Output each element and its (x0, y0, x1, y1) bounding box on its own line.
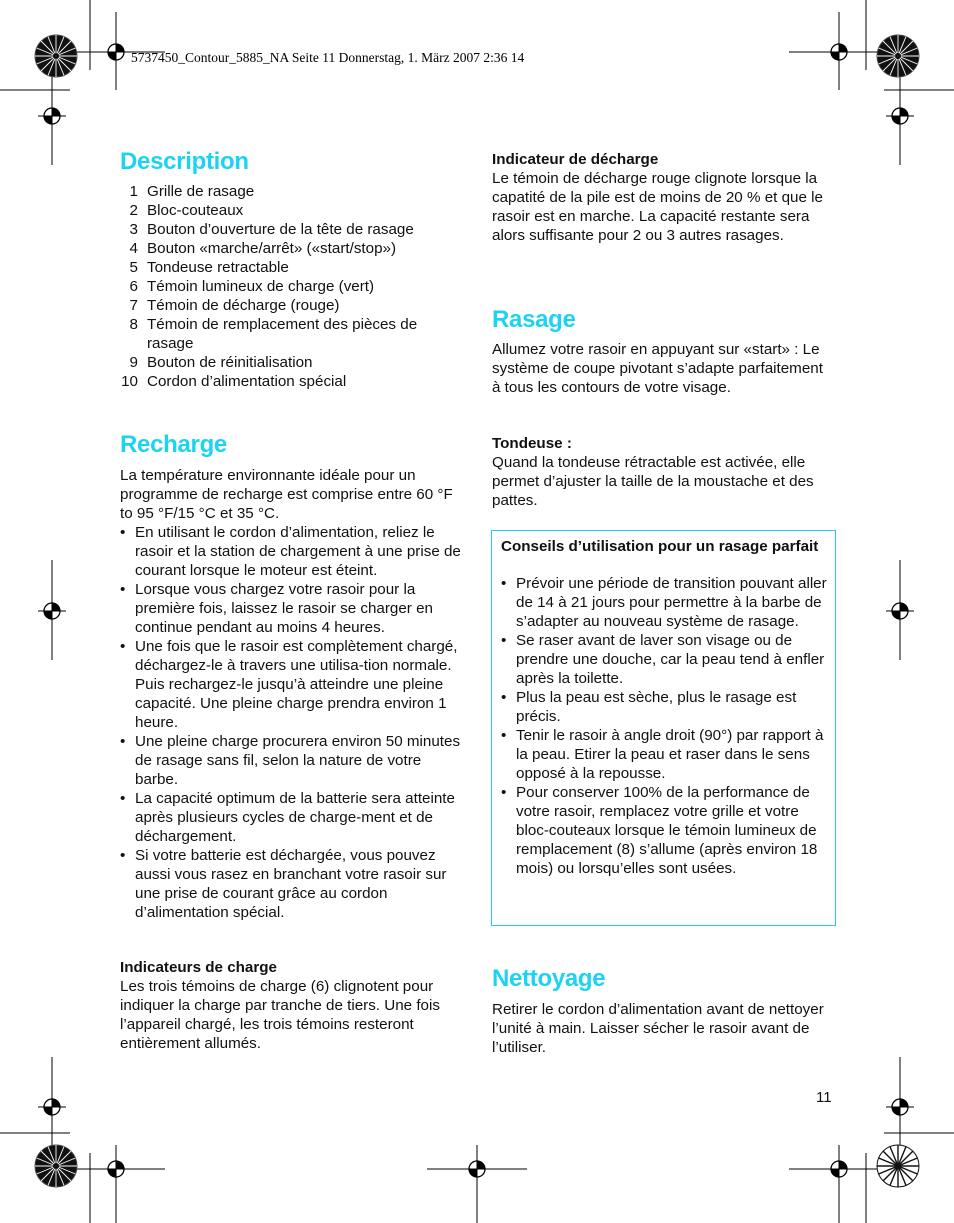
list-item: 2 Bloc-couteaux (129, 202, 244, 219)
list-item: 8 Témoin de remplacement des pièces de rasage (129, 316, 418, 352)
list-item: 6 Témoin lumineux de charge (vert) (129, 278, 375, 295)
recharge-bullets (120, 523, 465, 922)
recharge-intro: La température environnante idéale pour un programme de recharge est comprise entre 60 °F to 95 °F/15 °C et 35 °C. (120, 467, 453, 522)
recharge-heading: Recharge (120, 431, 227, 458)
list-item: 7 Témoin de décharge (rouge) (129, 297, 340, 314)
tips-heading: Conseils d’utilisation pour un rasage parfait (501, 538, 819, 555)
list-item: • La capacité optimum de la batterie sera atteinte après plusieurs cycles de charge-ment et de déchargement. (120, 790, 455, 845)
list-item: 1 Grille de rasage (129, 183, 255, 200)
tips-bullets (501, 574, 831, 878)
rasage-text: Allumez votre rasoir en appuyant sur «start» : Le système de coupe pivotant s’adapte parfaitement à tous les contours de votre visage. (492, 341, 823, 396)
list-item: • Tenir le rasoir à angle droit (90°) par rapport à la peau. Etirer la peau et raser dans le sens opposé à la repousse. (501, 727, 824, 782)
list-item: • Pour conserver 100% de la performance de votre rasoir, remplacez votre grille et votre bloc-couteaux lorsque le témoin lumineux de remplacement (8) s’allume (après environ 18 mois) ou lorsqu’elles sont usées. (501, 784, 818, 877)
nettoyage-text: Retirer le cordon d’alimentation avant de nettoyer l’unité à main. Laisser sécher le rasoir avant de l’utiliser. (492, 1001, 824, 1056)
list-item: 3 Bouton d’ouverture de la tête de rasage (129, 221, 414, 238)
list-item: • Une pleine charge procurera environ 50 minutes de rasage sans fil, selon la nature de votre barbe. (120, 733, 461, 788)
indicateur-decharge-text: Le témoin de décharge rouge clignote lorsque la capatité de la pile est de moins de 20 % et que le rasoir est en marche. La capacité restante sera alors suffisante pour 2 ou 3 autres rasages. (492, 170, 823, 244)
rasage-heading: Rasage (492, 306, 576, 333)
list-item: 9 Bouton de réinitialisation (129, 354, 313, 371)
tondeuse-text: Quand la tondeuse rétractable est activée, elle permet d’ajuster la taille de la moustache et des pattes. (492, 454, 814, 509)
description-heading: Description (120, 148, 249, 175)
list-item: • En utilisant le cordon d’alimentation, reliez le rasoir et la station de chargement à une prise de courant lorsque le moteur est éteint. (120, 524, 461, 579)
nettoyage-heading: Nettoyage (492, 965, 606, 992)
indicateur-decharge-heading: Indicateur de décharge (492, 151, 659, 168)
list-item: • Prévoir une période de transition pouvant aller de 14 à 21 jours pour permettre à la barbe de s’adapter au nouveau système de rasage. (501, 575, 827, 630)
list-item: • Une fois que le rasoir est complètement chargé, déchargez-le à travers une utilisa-tion normale. Puis rechargez-le jusqu’à atteindre une pleine capacité. Une pleine charge prendra environ 1 heure. (120, 638, 458, 731)
list-item: 5 Tondeuse retractable (129, 259, 289, 276)
list-item: • Lorsque vous chargez votre rasoir pour la première fois, laissez le rasoir se charger en continue pendant au moins 4 heures. (120, 581, 433, 636)
indicateurs-charge-heading: Indicateurs de charge (120, 959, 277, 976)
running-head: 5737450_Contour_5885_NA Seite 11 Donnerstag, 1. März 2007 2:36 14 (131, 50, 525, 65)
indicateurs-charge-text: Les trois témoins de charge (6) clignotent pour indiquer la charge par tranche de tiers. Une fois l’appareil chargé, les trois témoins resteront entièrement allumés. (120, 978, 440, 1052)
list-item: • Si votre batterie est déchargée, vous pouvez aussi vous rasez en branchant votre rasoir sur une prise de courant grâce au cordon d’alimentation spécial. (120, 847, 447, 921)
tondeuse-heading: Tondeuse : (492, 435, 572, 452)
list-item: 4 Bouton «marche/arrêt» («start/stop») (129, 240, 397, 257)
description-list (120, 182, 465, 391)
list-item: • Plus la peau est sèche, plus le rasage est précis. (501, 689, 797, 725)
list-item: • Se raser avant de laver son visage ou de prendre une douche, car la peau tend à enfler après la toilette. (501, 632, 825, 687)
page-number: 11 (816, 1089, 832, 1106)
list-item: 10 Cordon d’alimentation spécial (121, 373, 347, 390)
